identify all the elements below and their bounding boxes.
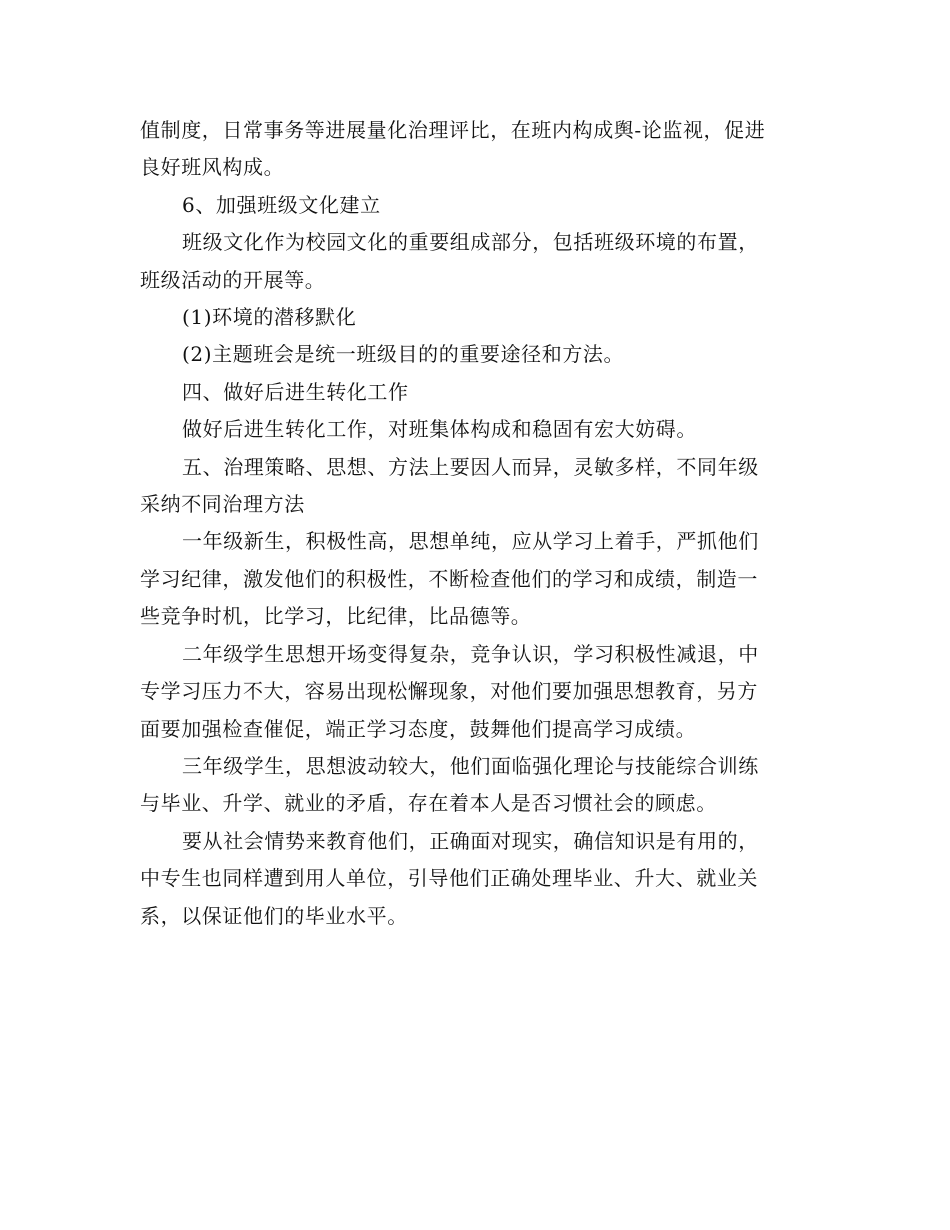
list-item: (2)主题班会是统一班级目的的重要途径和方法。 bbox=[182, 342, 625, 367]
text-line: 班级活动的开展等。 bbox=[140, 267, 326, 292]
text-line: 些竞争时机，比学习，比纪律，比品德等。 bbox=[140, 604, 532, 629]
text-line: 中专生也同样遭到用人单位，引导他们正确处理毕业、升大、就业关 bbox=[140, 866, 758, 891]
text-line: 学习纪律，激发他们的积极性，不断检查他们的学习和成绩，制造一 bbox=[140, 566, 758, 591]
section-heading: 四、做好后进生转化工作 bbox=[182, 379, 409, 404]
text-line: 系，以保证他们的毕业水平。 bbox=[140, 903, 408, 928]
text-line: 良好班风构成。 bbox=[140, 155, 285, 180]
document-body bbox=[140, 112, 812, 935]
text-line: 面要加强检查催促，端正学习态度，鼓舞他们提高学习成绩。 bbox=[140, 716, 697, 741]
section-heading: 6、加强班级文化建立 bbox=[182, 192, 381, 217]
text-line: 要从社会情势来教育他们，正确面对现实，确信知识是有用的， bbox=[182, 828, 759, 853]
text-line: 班级文化作为校园文化的重要组成部分，包括班级环境的布置， bbox=[182, 230, 759, 255]
section-heading: 采纳不同治理方法 bbox=[140, 492, 305, 517]
section-heading: 五、治理策略、思想、方法上要因人而异，灵敏多样，不同年级 bbox=[182, 454, 759, 479]
text-line: 二年级学生思想开场变得复杂，竞争认识，学习积极性减退，中 bbox=[182, 641, 759, 666]
text-line: 做好后进生转化工作，对班集体构成和稳固有宏大妨碍。 bbox=[182, 417, 697, 442]
text-line: 三年级学生，思想波动较大，他们面临强化理论与技能综合训练 bbox=[182, 753, 759, 778]
text-line: 与毕业、升学、就业的矛盾，存在着本人是否习惯社会的顾虑。 bbox=[140, 791, 717, 816]
list-item: (1)环境的潜移默化 bbox=[182, 305, 357, 330]
text-line: 专学习压力不大，容易出现松懈现象，对他们要加强思想教育，另方 bbox=[140, 679, 758, 704]
text-line: 值制度，日常事务等进展量化治理评比，在班内构成舆-论监视，促进 bbox=[140, 118, 766, 142]
text-line: 一年级新生，积极性高，思想单纯，应从学习上着手，严抓他们 bbox=[182, 529, 759, 554]
